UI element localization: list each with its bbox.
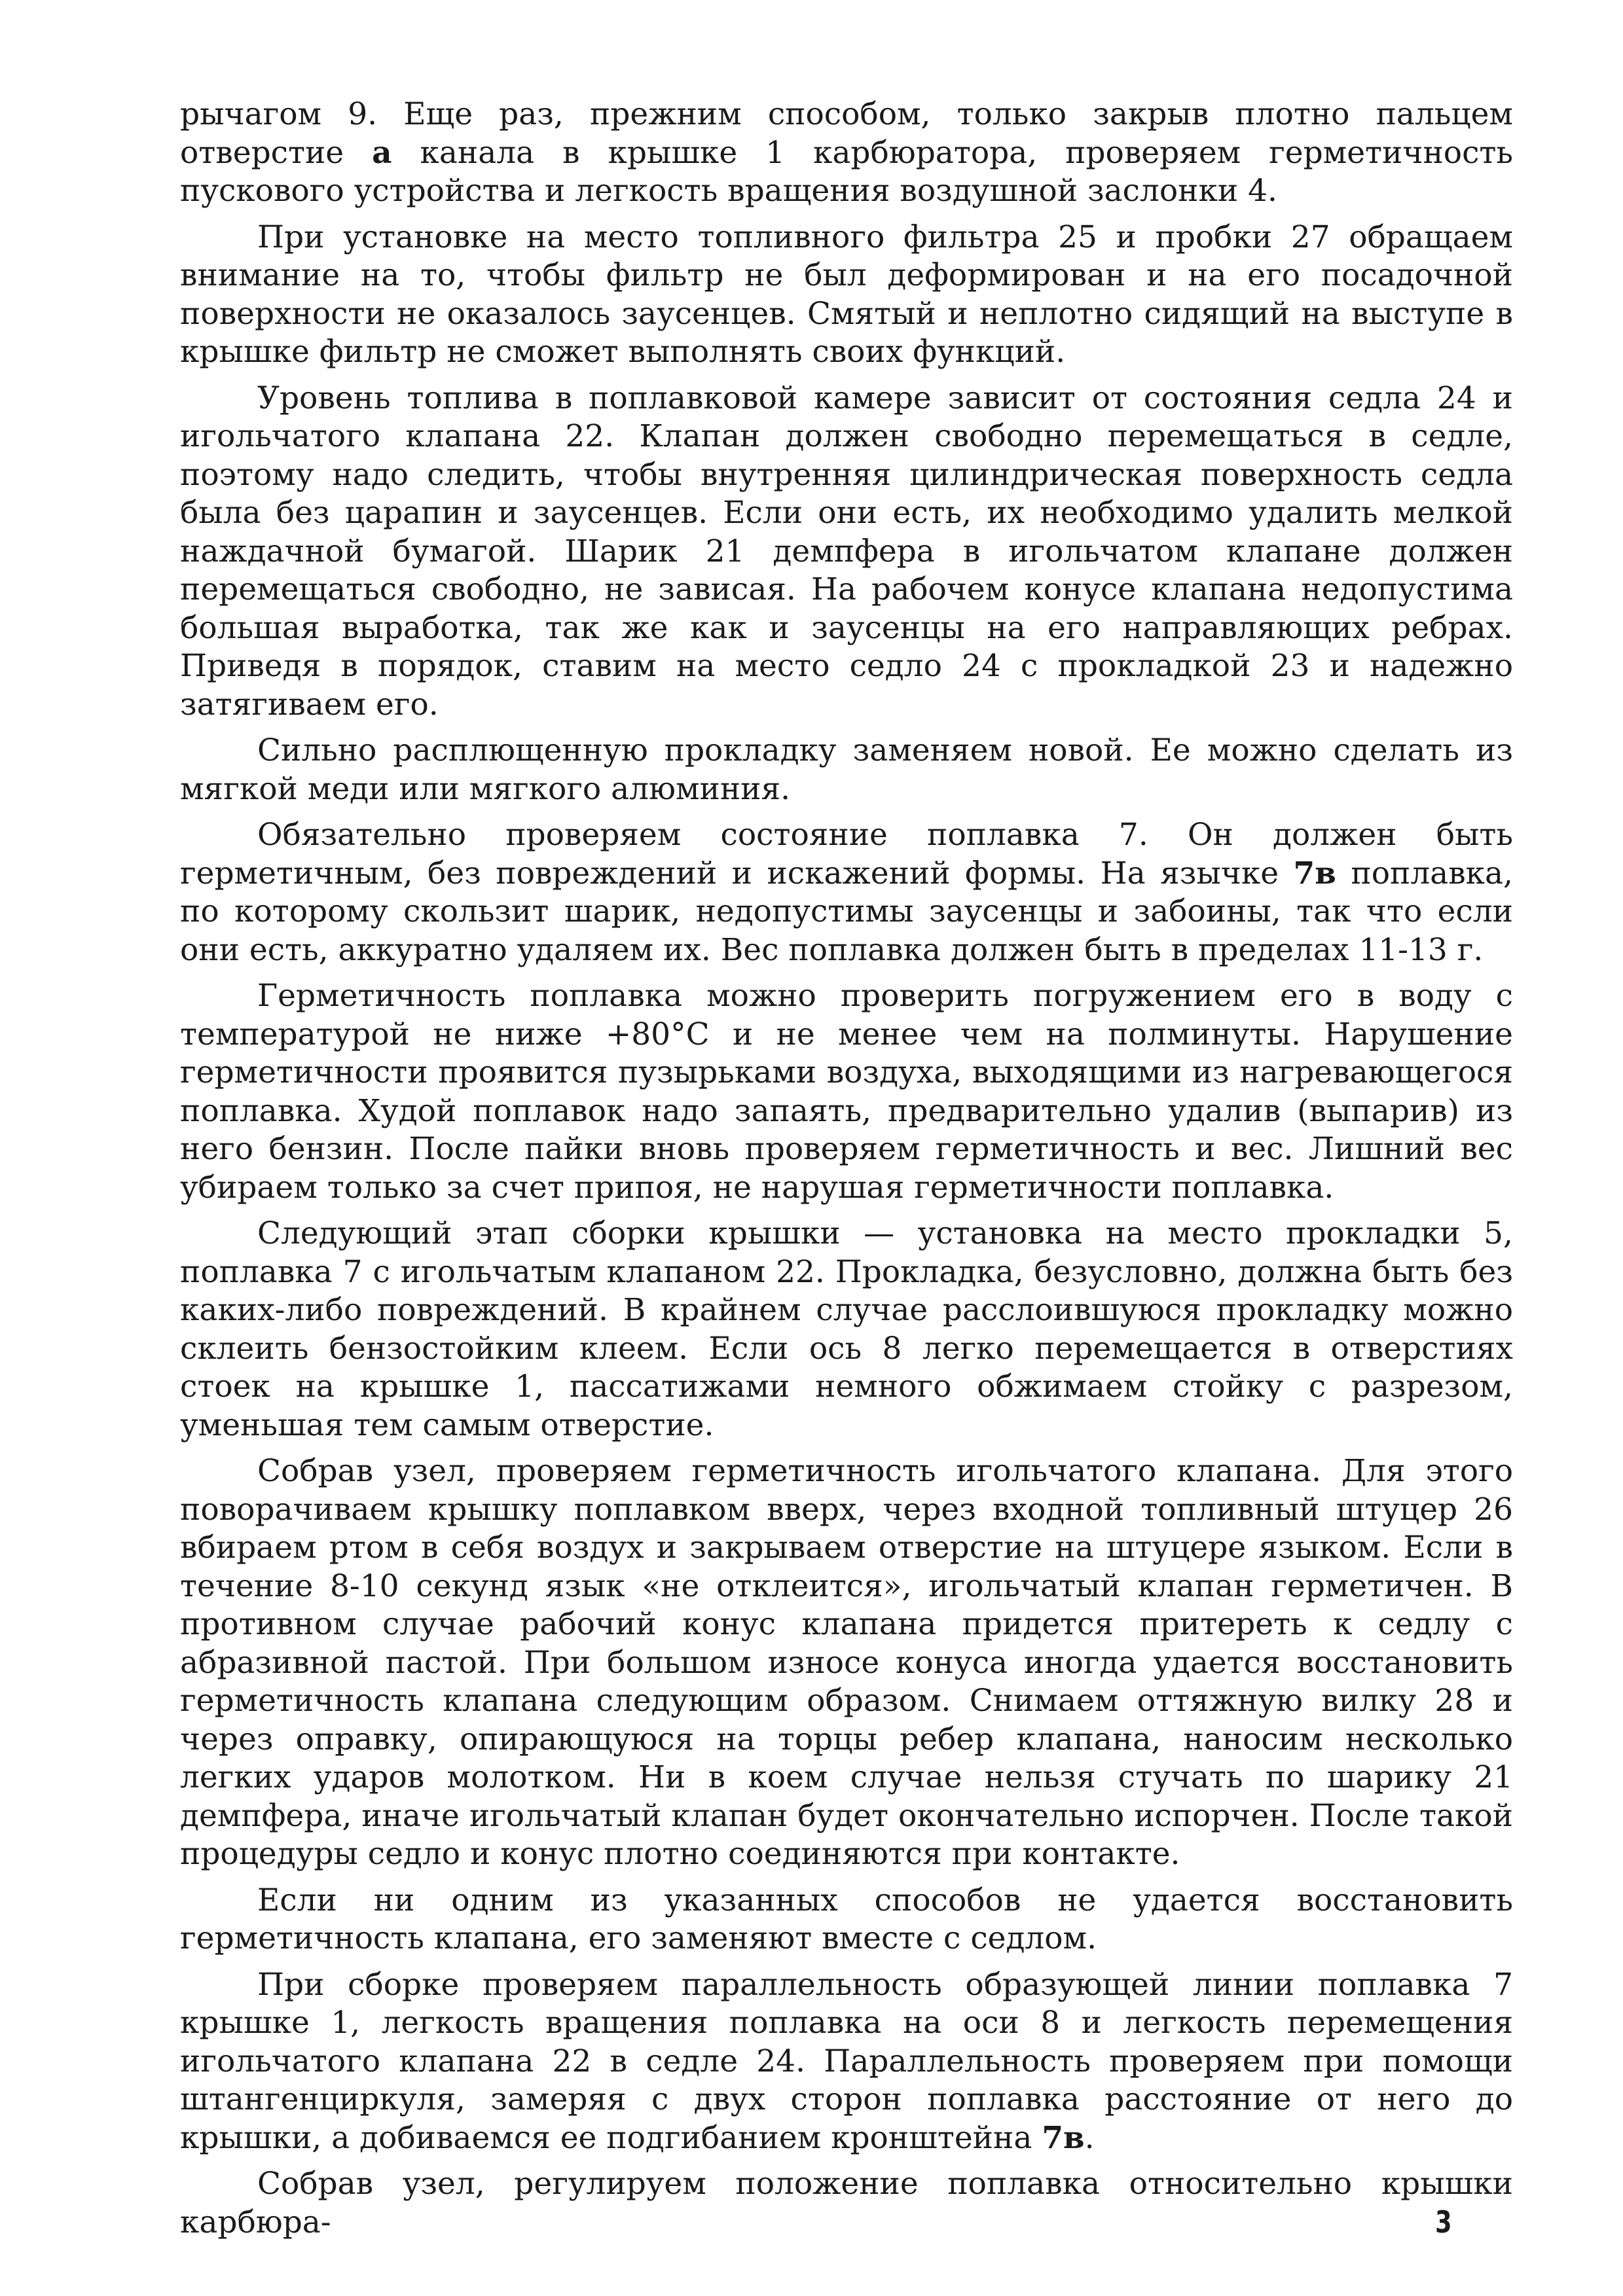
bold-label-7v: 7в [1042, 2119, 1085, 2156]
paragraph-3: Уровень топлива в поплавковой камере зависит от состояния седла 24 и игольчатого клапана 22. Клапан должен свободно перемещаться в седле, поэтому надо следить, чтобы внутренняя цилиндрическая поверхность седла была без царапин и заусенцев. Если они есть, их необходимо удалить мелкой наждачной бумагой. Шарик 21 демпфера в игольчатом клапане должен перемещаться свободно, не зависая. На рабочем конусе клапана недопустима большая выработка, так же как и заусенцы на его направляющих ребрах. Приведя в порядок, ставим на место седло 24 с прокладкой 23 и надежно затягиваем его. [180, 380, 1513, 723]
bold-label-a: а [372, 134, 392, 171]
bold-label-7v: 7в [1293, 855, 1336, 891]
paragraph-11: Собрав узел, регулируем положение поплавка относительно крышки карбюра- [180, 2166, 1513, 2240]
paragraph-4: Сильно расплющенную прокладку заменяем новой. Ее можно сделать из мягкой меди или мягкого алюминия. [180, 732, 1513, 807]
paragraph-1: рычагом 9. Еще раз, прежним способом, только закрыв плотно пальцем отверстие а канала в крышке 1 карбюратора, проверяем герметичность пускового устройства и легкость вращения воздушной заслонки 4. [180, 96, 1513, 209]
paragraph-7: Следующий этап сборки крышки — установка на место прокладки 5, поплавка 7 с игольчатым клапаном 22. Прокладка, безусловно, должна быть без каких-либо повреждений. В крайнем случае расслоившуюся прокладку можно склеить бензостойким клеем. Если ось 8 легко перемещается в отверстиях стоек на крышке 1, пассатижами немного обжимаем стойку с разрезом, уменьшая тем самым отверстие. [180, 1215, 1513, 1443]
paragraph-9: Если ни одним из указанных способов не удается восстановить герметичность клапана, его заменяют вместе с седлом. [180, 1882, 1513, 1956]
paragraph-8: Собрав узел, проверяем герметичность игольчатого клапана. Для этого поворачиваем крышку поплавком вверх, через входной топливный штуцер 26 вбираем ртом в себя воздух и закрываем отверстие на штуцере языком. Если в течение 8-10 секунд язык «не отклеится», игольчатый клапан герметичен. В противном случае рабочий конус клапана придется притереть к седлу с абразивной пастой. При большом износе конуса иногда удается восстановить герметичность клапана следующим образом. Снимаем оттяжную вилку 28 и через оправку, опирающуюся на торцы ребер клапана, наносим несколько легких ударов молотком. Ни в коем случае нельзя стучать по шарику 21 демпфера, иначе игольчатый клапан будет окончательно испорчен. После такой процедуры седло и конус плотно соединяются при контакте. [180, 1453, 1513, 1872]
body-text [180, 96, 1513, 2250]
paragraph-2: При установке на место топливного фильтра 25 и пробки 27 обращаем внимание на то, чтобы фильтр не был деформирован и на его посадочной поверхности не оказалось заусенцев. Смятый и неплотно сидящий на выступе в крышке фильтр не сможет выполнять своих функций. [180, 219, 1513, 370]
page-number: 3 [1435, 2204, 1452, 2240]
paragraph-6: Герметичность поплавка можно проверить погружением его в воду с температурой не ниже +80°С и не менее чем на полминуты. Нарушение герметичности проявится пузырьками воздуха, выходящими из нагревающегося поплавка. Худой поплавок надо запаять, предварительно удалив (выпарив) из него бензин. После пайки вновь проверяем герметичность и вес. Лишний вес убираем только за счет припоя, не нарушая герметичности поплавка. [180, 978, 1513, 1206]
paragraph-5: Обязательно проверяем состояние поплавка 7. Он должен быть герметичным, без повреждений и искажений формы. На язычке 7в поплавка, по которому скользит шарик, недопустимы заусенцы и забоины, так что если они есть, аккуратно удаляем их. Вес поплавка должен быть в пределах 11-13 г. [180, 817, 1513, 968]
paragraph-10: При сборке проверяем параллельность образующей линии поплавка 7 крышке 1, легкость вращения поплавка на оси 8 и легкость перемещения игольчатого клапана 22 в седле 24. Параллельность проверяем при помощи штангенциркуля, замеряя с двух сторон поплавка расстояние от него до крышки, а добиваемся ее подгибанием кронштейна 7в. [180, 1966, 1513, 2156]
